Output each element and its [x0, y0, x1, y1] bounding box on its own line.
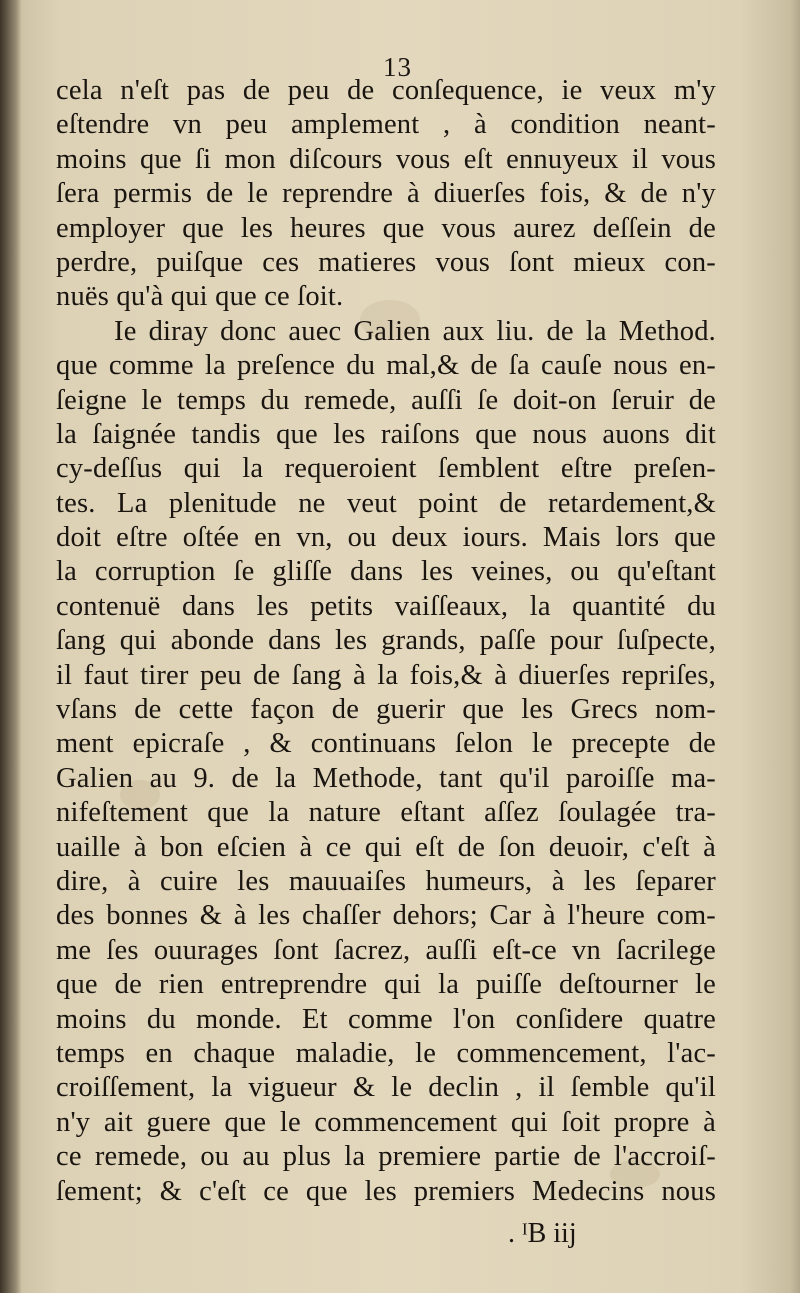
text-line: eſtendre vn peu amplement , à condition neant- — [56, 109, 716, 141]
text-line: il faut tirer peu de ſang à la fois,& à diuerſes repriſes, — [56, 659, 716, 691]
text-line: doit eſtre oſtée en vn, ou deux iours. Mais lors que — [56, 522, 716, 554]
text-line: que de rien entreprendre qui la puiſſe deſtourner le — [56, 969, 716, 1001]
text-line: nuës qu'à qui que ce ſoit. — [56, 281, 344, 313]
page-binding-shadow — [0, 0, 22, 1293]
text-line: tes. La plenitude ne veut point de retardement,& — [56, 487, 716, 519]
signature-mark: . ᴵB iij — [508, 1218, 577, 1249]
text-line: temps en chaque maladie, le commencement, l'ac- — [56, 1037, 716, 1069]
text-line: moins que ſi mon diſcours vous eſt ennuyeux il vous — [56, 143, 716, 175]
text-line: contenuë dans les petits vaiſſeaux, la quantité du — [56, 590, 716, 622]
text-line: uaille à bon eſcien à ce qui eſt de ſon deuoir, c'eſt à — [56, 831, 716, 863]
text-line: ce remede, ou au plus la premiere partie de l'accroiſ- — [56, 1141, 716, 1173]
text-line: ſang qui abonde dans les grands, paſſe pour ſuſpecte, — [56, 625, 716, 657]
text-line: la corruption ſe gliſſe dans les veines, ou qu'eſtant — [56, 556, 716, 588]
text-line: vſans de cette façon de guerir que les Grecs nom- — [56, 694, 716, 726]
text-line: ſement; & c'eſt ce que les premiers Medecins nous — [56, 1175, 716, 1207]
text-line: ſeigne le temps du remede, auſſi ſe doit-on ſeruir de — [56, 384, 716, 416]
text-line: la ſaignée tandis que les raiſons que nous auons dit — [56, 418, 716, 450]
text-line: ſera permis de le reprendre à diuerſes fois, & de n'y — [56, 178, 716, 210]
text-line: croiſſement, la vigueur & le declin , il ſemble qu'il — [56, 1072, 716, 1104]
text-line: nifeſtement que la nature eſtant aſſez ſoulagée tra- — [56, 797, 716, 829]
page-number: 13 — [383, 52, 412, 82]
text-line: Galien au 9. de la Methode, tant qu'il paroiſſe ma- — [56, 762, 716, 794]
body-text — [56, 74, 716, 1209]
text-line: cy-deſſus qui la requeroient ſemblent eſtre preſen- — [56, 453, 716, 485]
text-line: Ie diray donc auec Galien aux liu. de la Method. — [114, 315, 716, 347]
text-line: n'y ait guere que le commencement qui ſoit propre à — [56, 1106, 716, 1138]
text-line: moins du monde. Et comme l'on conſidere quatre — [56, 1003, 716, 1035]
text-line: des bonnes & à les chaſſer dehors; Car à l'heure com- — [56, 900, 716, 932]
text-line: employer que les heures que vous aurez deſſein de — [56, 212, 716, 244]
text-line: cela n'eſt pas de peu de conſequence, ie veux m'y — [56, 75, 716, 106]
text-line: dire, à cuire les mauuaiſes humeurs, à les ſeparer — [56, 865, 716, 897]
text-line: que comme la preſence du mal,& de ſa cauſe nous en- — [56, 350, 716, 382]
text-line: me ſes ouurages ſont ſacrez, auſſi eſt-ce vn ſacrilege — [56, 934, 716, 966]
text-line: ment epicraſe , & continuans ſelon le precepte de — [56, 728, 716, 760]
text-line: perdre, puiſque ces matieres vous ſont mieux con- — [56, 246, 716, 278]
